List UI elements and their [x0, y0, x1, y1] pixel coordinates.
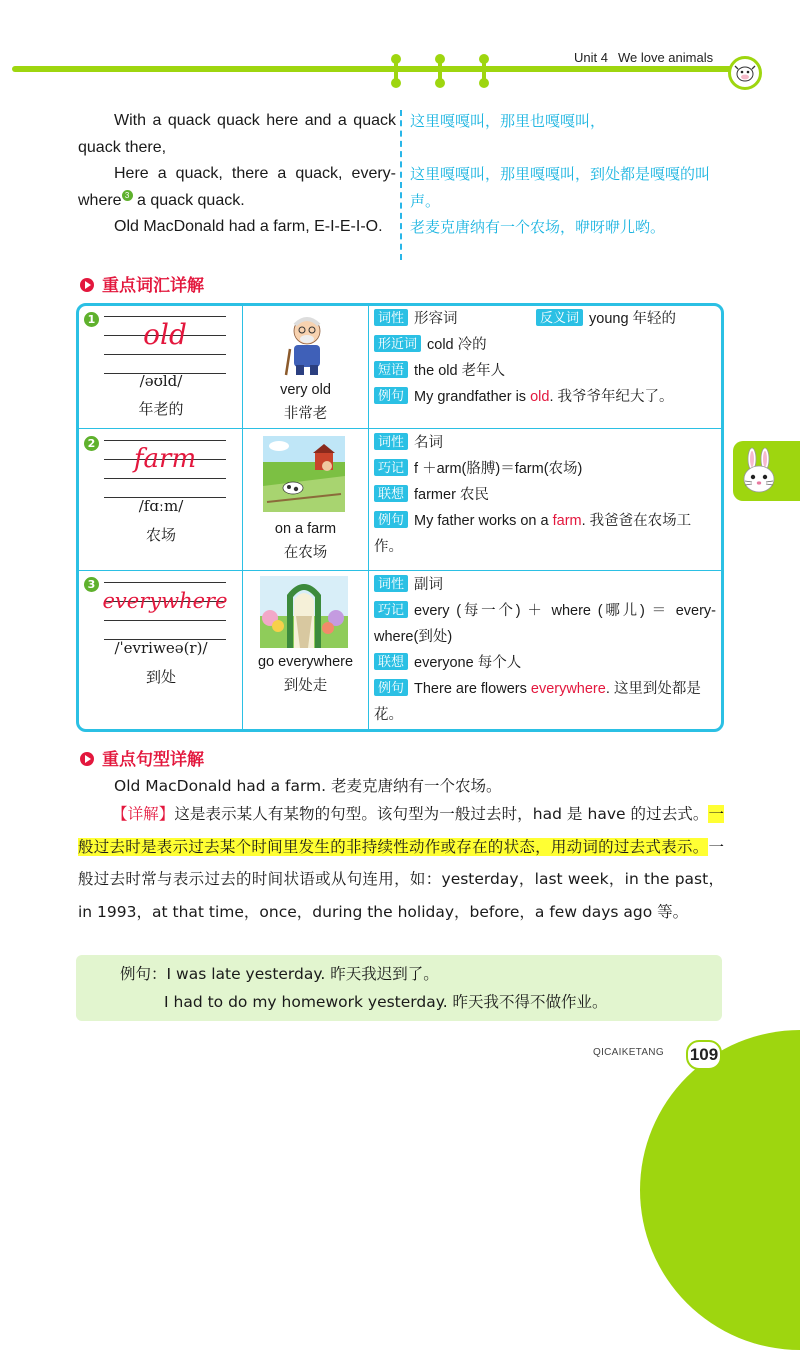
side-tab — [733, 441, 800, 501]
note-marker: 3 — [122, 190, 133, 201]
key-sentence: Old MacDonald had a farm. 老麦克唐纳有一个农场。 — [114, 777, 502, 795]
tag-pos: 词性 — [374, 309, 408, 326]
detail-text: 副词 — [414, 577, 444, 593]
tag-antonym: 反义词 — [536, 309, 583, 326]
unit-label: Unit 4 — [574, 50, 608, 65]
garden-gate-picture — [260, 576, 348, 648]
section-title-sentence — [80, 745, 204, 770]
lyric-line-cn: 这里嘎嘎叫，那里也嘎嘎叫， — [410, 112, 606, 130]
detail-label: 【详解】 — [112, 805, 175, 823]
detail-line — [374, 384, 674, 410]
explanation-text: 这是表示某人有某物的句型。该句型为一般过去时，had 是 have 的过去式。 — [174, 805, 709, 823]
table-divider — [79, 428, 721, 429]
dashed-divider — [400, 110, 402, 260]
phrase-chinese: 非常老 — [283, 406, 328, 422]
word-meaning: 年老的 — [138, 400, 184, 418]
phonetic: /fɑːm/ — [138, 497, 184, 515]
section-title-vocab — [80, 271, 204, 296]
example-text: My father works on a — [414, 513, 553, 529]
phrase-english: very old — [280, 382, 331, 398]
phonetic: /ˈevriweə(r)/ — [114, 639, 208, 657]
cow-icon — [728, 56, 762, 90]
example-text: My grandfather is — [414, 389, 531, 405]
farm-picture — [263, 436, 345, 512]
binder-ring — [479, 54, 489, 88]
detail-text: young 年轻的 — [589, 311, 677, 327]
vocab-details — [374, 572, 716, 728]
phonetic: /əʊld/ — [139, 372, 183, 390]
tag-similar: 形近词 — [374, 335, 421, 352]
detail-text: everyone 每个人 — [414, 655, 522, 671]
example-sentence: I was late yesterday. 昨天我迟到了。 — [166, 965, 439, 983]
highlighted-rule: 一般过去时是表示过去某个时间里发生的非持续性动作或存在的状态，用动词的过去式表示。 — [78, 805, 724, 856]
tag-pos: 词性 — [374, 433, 408, 450]
example-text: . 我爷爷年纪大了。 — [549, 389, 674, 405]
example-keyword: old — [530, 389, 550, 405]
tag-pos: 词性 — [374, 575, 408, 592]
phrase-chinese: 在农场 — [283, 545, 328, 561]
section-title-text: 重点词汇详解 — [102, 276, 204, 296]
tag-trick: 巧记 — [374, 601, 408, 618]
unit-title — [574, 50, 713, 65]
vocab-word: farm — [133, 444, 197, 474]
detail-line — [374, 650, 716, 676]
unit-name: We love animals — [617, 50, 714, 65]
image-caption — [243, 650, 368, 698]
detail-line — [374, 676, 716, 728]
tag-association: 联想 — [374, 485, 408, 502]
play-icon — [80, 278, 94, 292]
lyric-line-cn: 老麦克唐纳有一个农场，咿呀咿儿哟。 — [410, 218, 666, 236]
lyrics-chinese — [410, 108, 726, 241]
tag-association: 联想 — [374, 653, 408, 670]
phrase-chinese: 到处走 — [283, 678, 328, 694]
vocab-word: everywhere — [102, 589, 228, 613]
detail-line — [374, 572, 716, 598]
table-divider — [79, 570, 721, 571]
detail-text: f ＋arm(胳膊)＝farm(农场) — [414, 461, 583, 477]
word-meaning: 农场 — [145, 526, 176, 544]
detail-text: cold 冷的 — [427, 337, 487, 353]
old-man-picture — [278, 309, 336, 377]
example-keyword: everywhere — [530, 681, 606, 697]
detail-line — [374, 508, 716, 560]
example-label: 例句： — [120, 965, 167, 983]
example-text: There are flowers — [414, 681, 531, 697]
detail-line — [374, 598, 716, 650]
example-line: I had to do my homework yesterday. 昨天我不得不做作业。 — [164, 993, 608, 1011]
example-text: . 这里到处都是花。 — [374, 681, 701, 723]
bunny-icon — [739, 447, 779, 495]
detail-line-antonym — [536, 306, 676, 332]
image-caption — [243, 378, 368, 426]
vocab-details — [374, 430, 716, 560]
footer-brand: QICAIKETANG — [593, 1047, 664, 1058]
tag-phrase: 短语 — [374, 361, 408, 378]
detail-text: farmer 农民 — [414, 487, 489, 503]
section-title-text: 重点句型详解 — [102, 750, 204, 770]
detail-text: the old 老年人 — [414, 363, 506, 379]
vocab-word: old — [143, 318, 187, 351]
example-line — [120, 961, 439, 987]
lyric-text: Here a quack, there a quack, every-where — [78, 165, 396, 209]
binder-ring — [391, 54, 401, 88]
footer-decoration — [640, 1030, 800, 1350]
example-box — [76, 955, 722, 1021]
tag-example: 例句 — [374, 387, 408, 404]
lyrics-english — [78, 108, 396, 241]
lyric-line-cn: 这里嘎嘎叫，那里嘎嘎叫，到处都是嘎嘎的叫声。 — [410, 165, 711, 210]
lyric-text: a quack quack. — [137, 191, 245, 209]
lyric-line: With a quack quack here and a quack quack there, — [78, 112, 396, 156]
item-number: 2 — [84, 436, 99, 451]
item-number: 1 — [84, 312, 99, 327]
image-caption — [243, 517, 368, 565]
sentence-explanation — [78, 798, 724, 928]
detail-line — [374, 456, 716, 482]
lyric-line: Old MacDonald had a farm, E-I-E-I-O. — [114, 218, 383, 235]
table-divider — [368, 306, 369, 729]
tag-example: 例句 — [374, 679, 408, 696]
detail-line — [374, 482, 716, 508]
tag-example: 例句 — [374, 511, 408, 528]
detail-line — [374, 358, 674, 384]
explanation-text: 一般过去时常与表示过去的时间状语或从句连用，如：yesterday，last week，in the past，in 1993，at that time，once，during the holiday，before，a few days ago 等。 — [78, 837, 724, 921]
play-icon — [80, 752, 94, 766]
binder-ring — [435, 54, 445, 88]
example-keyword: farm — [552, 513, 582, 529]
detail-text: 形容词 — [414, 311, 458, 327]
detail-text: every (每一个) ＋ where (哪儿) ＝ every-where(到处) — [374, 603, 716, 645]
detail-line — [374, 430, 716, 456]
item-number: 3 — [84, 577, 99, 592]
phrase-english: go everywhere — [257, 654, 354, 670]
header-bar — [12, 66, 750, 72]
page-number: 109 — [686, 1040, 722, 1070]
phrase-english: on a farm — [274, 521, 337, 537]
lyric-line — [78, 161, 396, 214]
word-meaning: 到处 — [145, 668, 176, 686]
detail-line — [374, 332, 674, 358]
detail-text: 名词 — [414, 435, 444, 451]
tag-trick: 巧记 — [374, 459, 408, 476]
example-text: . 我爸爸在农场工作。 — [374, 513, 692, 555]
